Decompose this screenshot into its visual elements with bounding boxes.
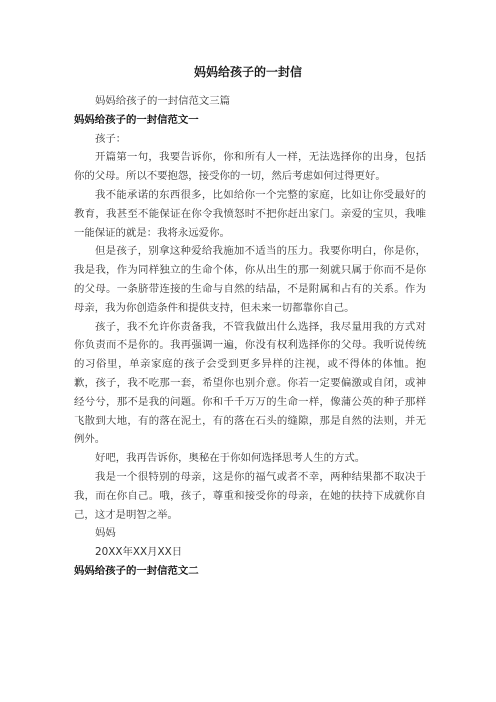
salutation: 孩子： <box>95 132 127 145</box>
paragraph: 但是孩子，别拿这种爱给我施加不适当的压力。我要你明白，你是你，我是我，作为同样独立的生命个体，你从出生的那一刻就只属于你而不是你的父母。一条脐带连接的生命与自然的结晶，不是附属和占有的关系。作为母亲，我为你创造条件和提供支持，但未来一切都靠你自己。 <box>74 245 426 314</box>
signature: 妈妈 <box>95 527 116 540</box>
paragraph: 开篇第一句，我要告诉你，你和所有人一样，无法选择你的出身，包括你的父母。所以不要抱怨，接受你的一切，然后考虑如何过得更好。 <box>74 151 426 183</box>
document-title: 妈妈给孩子的一封信 <box>193 65 302 79</box>
document-body <box>74 92 426 581</box>
document-subtitle: 妈妈给孩子的一封信范文三篇 <box>95 95 231 107</box>
date-line: 20XX年XX月XX日 <box>95 546 183 559</box>
paragraph: 我不能承诺的东西很多，比如给你一个完整的家庭，比如让你受最好的教育，我甚至不能保证在你令我愤怒时不把你赶出家门。亲爱的宝贝，我唯一能保证的就是：我将永远爱你。 <box>74 188 426 239</box>
paragraph: 好吧，我再告诉你，奥秘在于你如何选择思考人生的方式。 <box>95 452 366 465</box>
paragraph: 我是一个很特别的母亲，这是你的福气或者不幸，两种结果都不取决于我，而在你自己。哦，孩子，尊重和接受你的母亲，在她的扶持下成就你自己，这才是明智之举。 <box>74 470 426 521</box>
section-heading-1: 妈妈给孩子的一封信范文一 <box>74 113 199 126</box>
paragraph: 孩子，我不允许你责备我，不管我做出什么选择，我尽量用我的方式对你负责而不是你的。我再强调一遍，你没有权利选择你的父母。我听说传统的习俗里，单亲家庭的孩子会受到更多异样的注视，或不得体的体恤。抱歉，孩子，我不吃那一套，希望你也别介意。你若一定要偏激或自闭，或神经兮兮，那不是我的问题。你和千千万万的生命一样，像蒲公英的种子那样飞散到大地，有的落在泥土，有的落在石头的缝隙，那是自然的法则，并无例外。 <box>74 320 426 446</box>
section-heading-2: 妈妈给孩子的一封信范文二 <box>74 564 199 577</box>
